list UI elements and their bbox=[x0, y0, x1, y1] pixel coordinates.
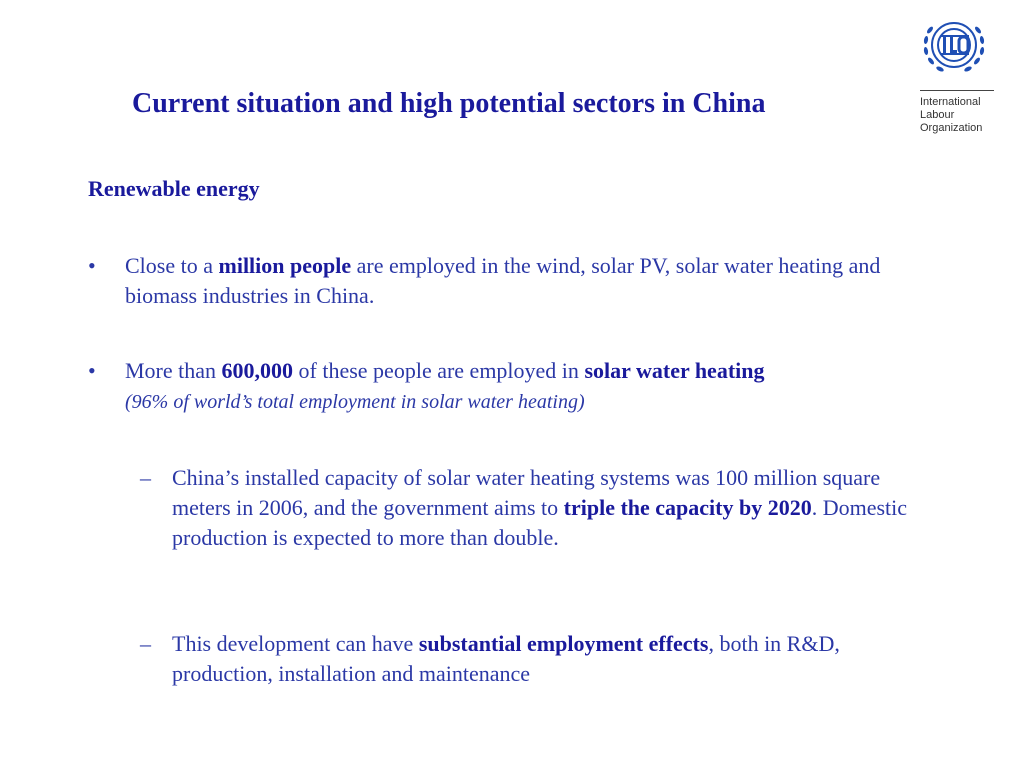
bullet-marker: • bbox=[88, 358, 96, 383]
text-run: are employed in the wind, solar PV, solar water heating and biomass industries in China. bbox=[125, 253, 881, 308]
slide-title: Current situation and high potential sectors in China bbox=[132, 88, 766, 119]
logo-line: Organization bbox=[920, 122, 983, 134]
bullet-item bbox=[88, 251, 948, 311]
sub-bullet-item bbox=[140, 629, 940, 689]
bold-text-run: substantial employment effects bbox=[418, 631, 709, 656]
bold-text-run: solar water heating bbox=[584, 358, 765, 383]
bullet-note: (96% of world’s total employment in solar water heating) bbox=[125, 391, 585, 413]
text-run: of these people are employed in bbox=[293, 358, 585, 383]
text-run: , both in R&D, production, installation and maintenance bbox=[172, 631, 840, 686]
bold-text-run: million people bbox=[218, 253, 352, 278]
bold-text-run: triple the capacity by 2020 bbox=[563, 495, 812, 520]
bullet-marker: • bbox=[88, 253, 96, 278]
text-run: More than bbox=[125, 358, 222, 383]
sub-bullet-text bbox=[172, 463, 940, 553]
sub-bullet-text bbox=[172, 629, 940, 689]
section-heading: Renewable energy bbox=[88, 176, 260, 201]
sub-bullet-item bbox=[140, 463, 940, 553]
bullet-text bbox=[125, 356, 948, 417]
logo-divider bbox=[920, 90, 994, 91]
bold-text-run: 600,000 bbox=[221, 358, 294, 383]
ilo-emblem-icon bbox=[916, 14, 992, 76]
dash-marker: – bbox=[140, 465, 151, 490]
logo-line: Labour bbox=[920, 109, 955, 121]
text-run: China’s installed capacity of solar water heating systems was 100 million square meters in 2006, and the government aims to bbox=[172, 465, 881, 520]
text-run: Close to a bbox=[125, 253, 219, 278]
ilo-logo bbox=[912, 14, 1002, 134]
dash-marker: – bbox=[140, 631, 151, 656]
logo-line: International bbox=[920, 96, 981, 108]
text-run: . Domestic production is expected to more than double. bbox=[172, 495, 908, 550]
bullet-text bbox=[125, 251, 948, 311]
bullet-item bbox=[88, 356, 948, 417]
text-run: This development can have bbox=[172, 631, 419, 656]
logo-text bbox=[920, 96, 982, 135]
